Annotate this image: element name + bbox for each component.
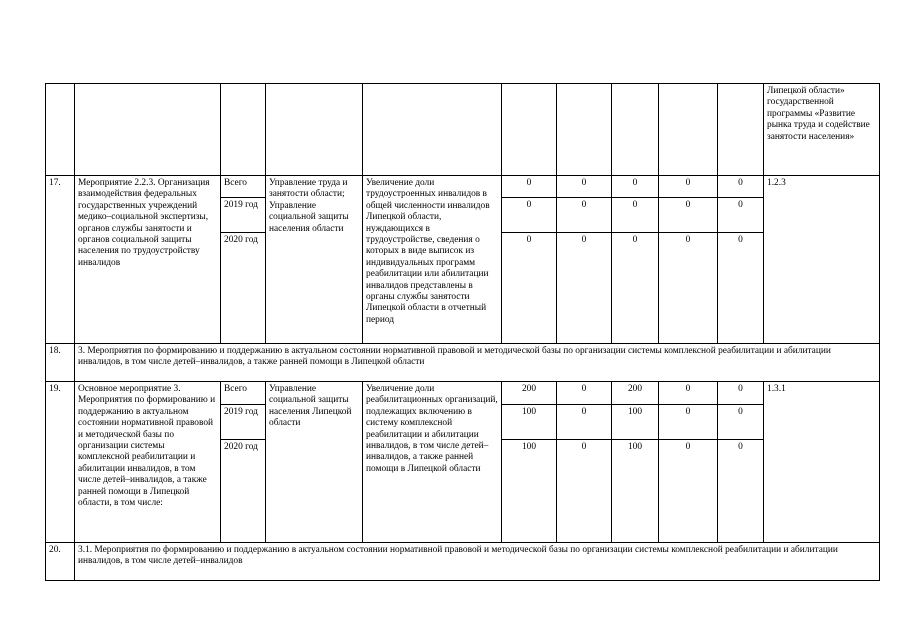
period-label: 2020 год bbox=[221, 233, 266, 344]
value-cell: 0 bbox=[718, 382, 764, 405]
period-label: 2020 год bbox=[221, 440, 266, 543]
row-number: 19. bbox=[46, 382, 75, 543]
value-cell: 0 bbox=[502, 176, 557, 198]
table-row bbox=[46, 84, 880, 176]
value-cell: 0 bbox=[718, 198, 764, 233]
period-label: 2019 год bbox=[221, 198, 266, 233]
period-label: 2019 год bbox=[221, 405, 266, 440]
empty-cell bbox=[46, 84, 75, 176]
empty-cell bbox=[502, 84, 557, 176]
executor-cell: Управление труда и занятости области; Управление социальной защиты населения области bbox=[266, 176, 363, 344]
indicator-cell: Увеличение доли реабилитационных организаций, подлежащих включению в систему комплексной реабилитации и абилитации инвалидов, в том числе детей–инвалидов, а также ранней помощи в Липецкой области bbox=[363, 382, 502, 543]
executor-cell: Управление социальной защиты населения Липецкой области bbox=[266, 382, 363, 543]
value-cell: 0 bbox=[557, 176, 612, 198]
section-heading: 3. Мероприятия по формированию и поддержанию в актуальном состоянии нормативной правовой и методической базы по организации системы комплексной реабилитации и абилитации инвалидов, в том числе детей–инвалидов, а также ранней помощи в Липецкой области bbox=[75, 344, 880, 382]
value-cell: 0 bbox=[718, 176, 764, 198]
value-cell: 0 bbox=[659, 198, 718, 233]
value-cell: 0 bbox=[557, 440, 612, 543]
value-cell: 0 bbox=[659, 382, 718, 405]
program-reference-cell: Липецкой области» государственной программы «Развитие рынка труда и содействие занятости населения» bbox=[764, 84, 880, 176]
value-cell: 100 bbox=[612, 405, 659, 440]
value-cell: 0 bbox=[659, 440, 718, 543]
row-number: 20. bbox=[46, 543, 75, 581]
value-cell: 0 bbox=[557, 233, 612, 344]
value-cell: 0 bbox=[612, 233, 659, 344]
value-cell: 0 bbox=[718, 405, 764, 440]
empty-cell bbox=[718, 84, 764, 176]
section-heading: 3.1. Мероприятия по формированию и поддержанию в актуальном состоянии нормативной правовой и методической базы по организации системы комплексной реабилитации и абилитации инвалидов, в том числе детей–инвалидов bbox=[75, 543, 880, 581]
empty-cell bbox=[557, 84, 612, 176]
value-cell: 200 bbox=[502, 382, 557, 405]
event-name: Основное мероприятие 3. Мероприятия по формированию и поддержанию в актуальном состоянии нормативной правовой и методической базы по организации системы комплексной реабилитации и абилитации инвалидов, в том числе детей–инвалидов, а также ранней помощи в Липецкой области, в том числе: bbox=[75, 382, 221, 543]
value-cell: 0 bbox=[502, 233, 557, 344]
value-cell: 0 bbox=[718, 440, 764, 543]
value-cell: 100 bbox=[502, 440, 557, 543]
value-cell: 200 bbox=[612, 382, 659, 405]
program-table bbox=[45, 83, 880, 581]
value-cell: 0 bbox=[557, 382, 612, 405]
row-number: 18. bbox=[46, 344, 75, 382]
event-name: Мероприятие 2.2.3. Организация взаимодействия федеральных государственных учреждений медико–социальной экспертизы, органов службы занятости и органов социальной защиты населения по трудоустройству инвалидов bbox=[75, 176, 221, 344]
value-cell: 100 bbox=[502, 405, 557, 440]
empty-cell bbox=[75, 84, 221, 176]
reference-cell: 1.2.3 bbox=[764, 176, 880, 344]
value-cell: 0 bbox=[659, 176, 718, 198]
reference-cell: 1.3.1 bbox=[764, 382, 880, 543]
empty-cell bbox=[612, 84, 659, 176]
empty-cell bbox=[363, 84, 502, 176]
value-cell: 0 bbox=[612, 176, 659, 198]
value-cell: 0 bbox=[659, 233, 718, 344]
value-cell: 100 bbox=[612, 440, 659, 543]
period-label: Всего bbox=[221, 382, 266, 405]
table-row bbox=[46, 382, 880, 405]
value-cell: 0 bbox=[659, 405, 718, 440]
section-row bbox=[46, 543, 880, 581]
empty-cell bbox=[266, 84, 363, 176]
indicator-cell: Увеличение доли трудоустроенных инвалидов в общей численности инвалидов Липецкой области, нуждающихся в трудоустройстве, сведения о которых в виде выписок из индивидуальных программ реабилитации или абилитации инвалидов представлены в органы службы занятости Липецкой области в отчетный период bbox=[363, 176, 502, 344]
section-row bbox=[46, 344, 880, 382]
value-cell: 0 bbox=[718, 233, 764, 344]
value-cell: 0 bbox=[557, 198, 612, 233]
value-cell: 0 bbox=[612, 198, 659, 233]
row-number: 17. bbox=[46, 176, 75, 344]
table-row bbox=[46, 176, 880, 198]
value-cell: 0 bbox=[557, 405, 612, 440]
empty-cell bbox=[659, 84, 718, 176]
empty-cell bbox=[221, 84, 266, 176]
value-cell: 0 bbox=[502, 198, 557, 233]
period-label: Всего bbox=[221, 176, 266, 198]
